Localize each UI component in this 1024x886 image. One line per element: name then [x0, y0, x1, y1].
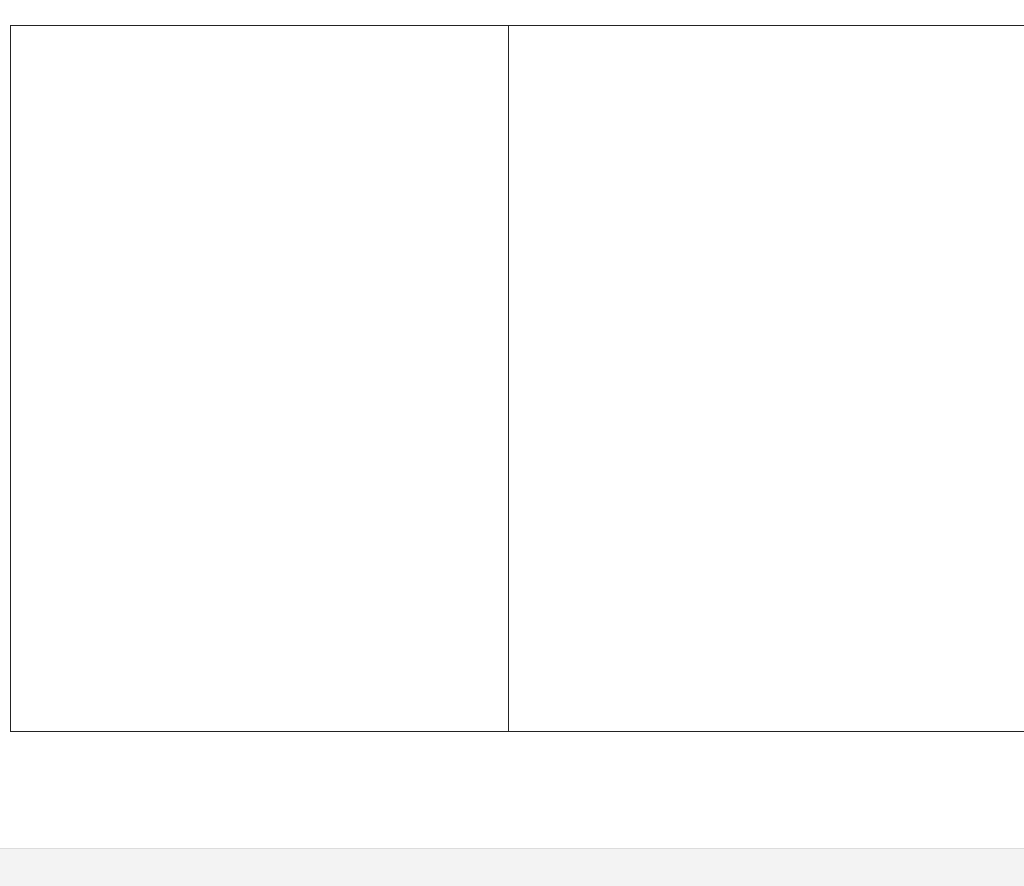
exercise-row	[15, 717, 505, 732]
exercise-row	[15, 600, 505, 615]
exercise-row	[15, 86, 505, 101]
exercise-row	[15, 629, 505, 644]
exercise-row	[15, 394, 505, 409]
exercise-row	[15, 189, 505, 204]
section-vii-heading-cont	[15, 468, 505, 483]
exercise-row	[15, 159, 505, 174]
exercise-row	[15, 365, 505, 380]
exercise-row	[15, 321, 505, 336]
exercise-row	[15, 673, 505, 688]
footer-bar	[0, 848, 1024, 886]
exercise-row	[15, 56, 505, 71]
exercise-row	[15, 438, 505, 453]
exercise-row	[15, 306, 505, 321]
exercise-row	[15, 585, 505, 600]
exercise-row	[15, 497, 505, 512]
exercise-row	[15, 100, 505, 115]
exercise-row	[15, 541, 505, 556]
exercise-row	[15, 644, 505, 659]
exercise-row	[15, 688, 505, 703]
exercise-row	[15, 174, 505, 189]
exercise-row	[15, 512, 505, 527]
exercise-row	[15, 218, 505, 233]
exercise-row	[15, 27, 505, 42]
exercise-row	[15, 482, 505, 497]
exercise-row	[15, 247, 505, 262]
exercise-row	[15, 556, 505, 571]
exercise-row	[15, 203, 505, 218]
exercise-row	[15, 233, 505, 248]
exercise-row	[15, 409, 505, 424]
exercise-row	[15, 291, 505, 306]
exercise-row	[15, 615, 505, 630]
exercise-row	[15, 659, 505, 674]
exercise-row	[15, 424, 505, 439]
exercise-row	[15, 335, 505, 350]
section-vii-heading	[15, 453, 505, 468]
left-column	[15, 27, 505, 732]
column-divider	[508, 26, 509, 731]
exercise-row	[15, 277, 505, 292]
section-vi-heading	[15, 130, 505, 145]
exercise-row	[15, 115, 505, 130]
exercise-row	[15, 42, 505, 57]
exercise-row	[15, 526, 505, 541]
exercise-row	[15, 71, 505, 86]
exercise-row	[15, 262, 505, 277]
exercise-row	[15, 350, 505, 365]
worksheet-table	[10, 25, 1024, 732]
section-vi-heading-cont	[15, 145, 505, 160]
exercise-row	[15, 703, 505, 718]
exercise-row	[15, 380, 505, 395]
exercise-row	[15, 570, 505, 585]
